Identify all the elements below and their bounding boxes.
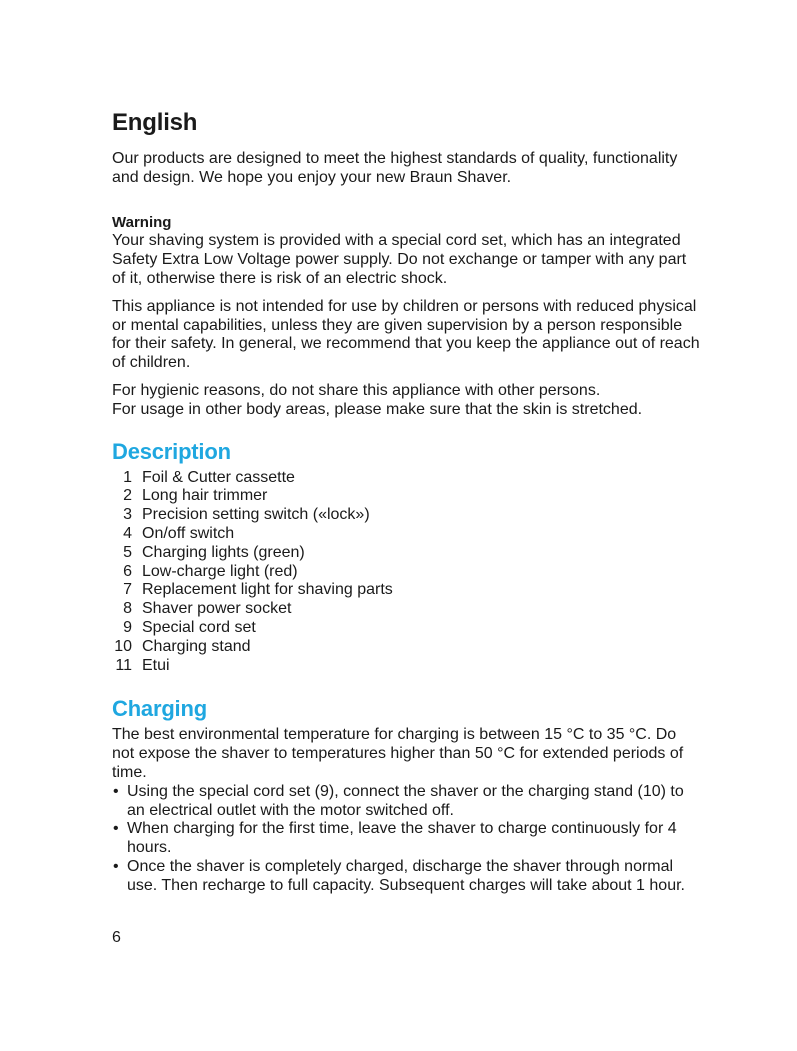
item-label: Etui <box>142 656 170 674</box>
list-item <box>112 525 702 544</box>
item-number: 11 <box>115 656 132 674</box>
language-heading: English <box>112 109 198 136</box>
item-number: 4 <box>123 524 132 542</box>
intro-paragraph: Our products are designed to meet the highest standards of quality, functionality and design. We hope you enjoy your new Braun Shaver. <box>112 150 678 186</box>
list-item <box>112 657 702 676</box>
item-number: 2 <box>123 487 132 505</box>
charging-step: • When charging for the first time, leave the shaver to charge continuously for 4 hours. <box>112 820 702 858</box>
warning-paragraph-3-line-1: For hygienic reasons, do not share this appliance with other persons. <box>112 381 601 399</box>
item-label: Charging lights (green) <box>142 543 305 561</box>
manual-page <box>112 108 702 896</box>
item-label: On/off switch <box>142 524 235 542</box>
item-number: 1 <box>123 468 132 486</box>
charging-steps <box>112 783 702 896</box>
list-item <box>112 487 702 506</box>
list-item <box>112 506 702 525</box>
charging-intro: The best environmental temperature for charging is between 15 °C to 35 °C. Do not expose the shaver to temperatures higher than 50 °C for extended periods of time. <box>112 726 684 781</box>
warning-paragraph-2: This appliance is not intended for use by children or persons with reduced physical or mental capabilities, unless they are given supervision by a person responsible for their safety. In general, we recommend that you keep the appliance out of reach of children. <box>112 297 700 372</box>
list-item <box>112 638 702 657</box>
list-item <box>112 469 702 488</box>
description-list <box>112 469 702 676</box>
warning-paragraph-1: Your shaving system is provided with a special cord set, which has an integrated Safety Extra Low Voltage power supply. Do not exchange or tamper with any part of it, otherwise there is risk of an electric shock. <box>112 232 687 287</box>
item-label: Foil & Cutter cassette <box>142 468 295 486</box>
item-number: 9 <box>123 618 132 636</box>
list-item <box>112 581 702 600</box>
item-number: 5 <box>123 543 132 561</box>
list-item <box>112 600 702 619</box>
charging-step: • Using the special cord set (9), connect the shaver or the charging stand (10) to an electrical outlet with the motor switched off. <box>112 783 702 821</box>
list-item <box>112 619 702 638</box>
item-number: 10 <box>114 637 132 655</box>
charging-step: • Once the shaver is completely charged, discharge the shaver through normal use. Then recharge to full capacity. Subsequent charges will take about 1 hour. <box>112 858 702 896</box>
item-number: 6 <box>123 562 132 580</box>
item-label: Replacement light for shaving parts <box>142 581 393 599</box>
warning-title: Warning <box>112 213 172 231</box>
item-label: Special cord set <box>142 618 256 636</box>
list-item <box>112 563 702 582</box>
description-heading: Description <box>112 438 231 464</box>
item-label: Precision setting switch («lock») <box>142 506 370 524</box>
item-number: 3 <box>123 506 132 524</box>
item-number: 7 <box>123 581 132 599</box>
item-label: Long hair trimmer <box>142 487 268 505</box>
item-label: Shaver power socket <box>142 600 292 618</box>
item-number: 8 <box>123 600 132 618</box>
warning-paragraph-3-line-2: For usage in other body areas, please make sure that the skin is stretched. <box>112 400 643 418</box>
item-label: Low-charge light (red) <box>142 562 298 580</box>
warning-section <box>112 214 702 420</box>
list-item <box>112 544 702 563</box>
charging-heading: Charging <box>112 696 207 722</box>
page-number: 6 <box>112 929 121 946</box>
item-label: Charging stand <box>142 637 251 655</box>
